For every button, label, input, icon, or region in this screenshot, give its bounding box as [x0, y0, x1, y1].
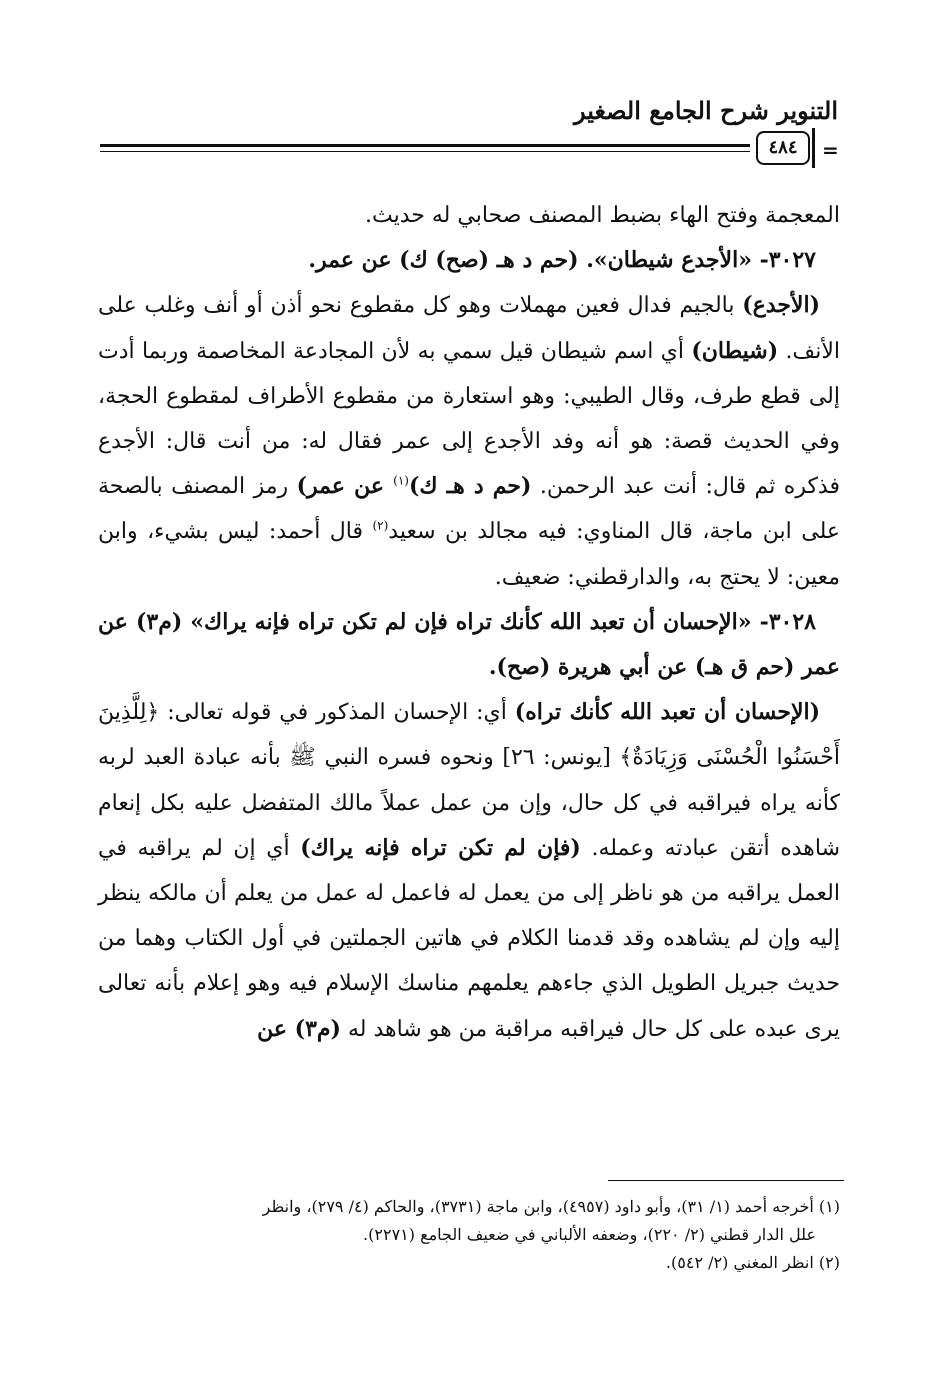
term-bold: (فإن لم تكن تراه فإنه يراك) — [300, 834, 581, 861]
commentary-3028 — [98, 690, 840, 1052]
source-bold: عن عمر) — [296, 473, 394, 500]
footnote-rule — [608, 1180, 844, 1181]
footnote-ref-1[interactable]: (١) — [393, 473, 409, 488]
commentary-text: أي: الإحسان المذكور في قوله تعالى: ﴿لِلَّذِينَ أَحْسَنُوا الْحُسْنَى وَزِيَادَةٌ﴾ [يونس: ٢٦] ونحوه فسره النبي ﷺ بأنه عبادة العبد لربه كأنه يراه فيراقبه في كل حال، وإن من عمل عملاً مالك المتفضل عليه بكل إنعام شاهده أتقن عبادته وعمله. — [98, 700, 841, 861]
commentary-3027 — [98, 283, 840, 599]
term-bold: (الأجدع) — [742, 292, 820, 319]
commentary-text: قال أحمد: ليس بشيء، وابن معين: لا يحتج به، والدارقطني: ضعيف. — [98, 519, 840, 590]
commentary-text: أي اسم شيطان قيل سمي به لأن المجادعة المخاصمة وربما أدت إلى قطع طرف، وقال الطيبي: وهو استعارة من مقطوع الأطراف لمقطوع الحجة، وفي الحديث قصة: هو أنه وفد الأجدع إلى عمر فقال له: من أنت قال: الأجدع فذكره ثم قال: أنت عبد الرحمن. — [98, 338, 840, 500]
source-bold: (م٣) عن — [257, 1015, 341, 1042]
hadith-3027: ٣٠٢٧- «الأجدع شيطان». (حم د هـ (صح) ك) عن عمر. — [308, 247, 816, 274]
footnote-1: (١) أخرجه أحمد (١/ ٣١)، وأبو داود (٤٩٥٧)، وابن ماجة (٣٧٣١)، والحاكم (٤/ ٢٧٩)، وانظر — [262, 1197, 840, 1216]
commentary-text: أي إن لم يراقبه في العمل يراقبه من هو ناظر إلى من يعمل له فاعمل له عمل من يعلم أن مالكه ينظر إليه وإن لم يشاهده وقد قدمنا الكلام في هاتين الجملتين في أول الكتاب وهما من حديث جبريل الطويل الذي جاءهم يعلمهم مناسك الإسلام فيه وهو إعلام بأنه تعالى يرى عبده على كل حال فيراقبه مراقبة من هو شاهد له — [98, 835, 840, 1042]
page-number-dash: = — [822, 138, 839, 162]
footnotes — [100, 1193, 840, 1277]
paragraph-continuation: المعجمة وفتح الهاء بضبط المصنف صحابي له حديث. — [365, 203, 840, 228]
term-bold: (شيطان) — [691, 337, 779, 364]
hadith-3028: ٣٠٢٨- «الإحسان أن تعبد الله كأنك تراه فإن لم تكن تراه فإنه يراك» (م٣) عن عمر (حم ق هـ) عن أبي هريرة (صح). — [98, 608, 840, 681]
running-title: التنوير شرح الجامع الصغير — [574, 96, 838, 125]
main-text — [98, 193, 840, 1052]
footnote-ref-2[interactable]: (٢) — [372, 519, 389, 534]
commentary-text: بالجيم فدال فعين مهملات وهو كل مقطوع نحو أذن أو أنف وغلب على الأنف. — [98, 293, 840, 364]
header-rule — [100, 144, 750, 147]
header-rule-thin — [100, 151, 750, 152]
footnote-2: (٢) انظر المغني (٢/ ٥٤٢). — [665, 1253, 840, 1272]
term-bold: (الإحسان أن تعبد الله كأنك تراه) — [514, 699, 821, 726]
page-number: ٤٨٤ — [756, 131, 810, 165]
source-bold: (حم د هـ ك) — [408, 473, 532, 500]
commentary-text: رمز المصنف بالصحة على ابن ماجة، قال المناوي: فيه مجالد بن سعيد — [98, 474, 840, 545]
footnote-1-continued: علل الدار قطني (٢/ ٢٢٠)، وضعفه الألباني في ضعيف الجامع (٢٢٧١). — [363, 1225, 816, 1244]
